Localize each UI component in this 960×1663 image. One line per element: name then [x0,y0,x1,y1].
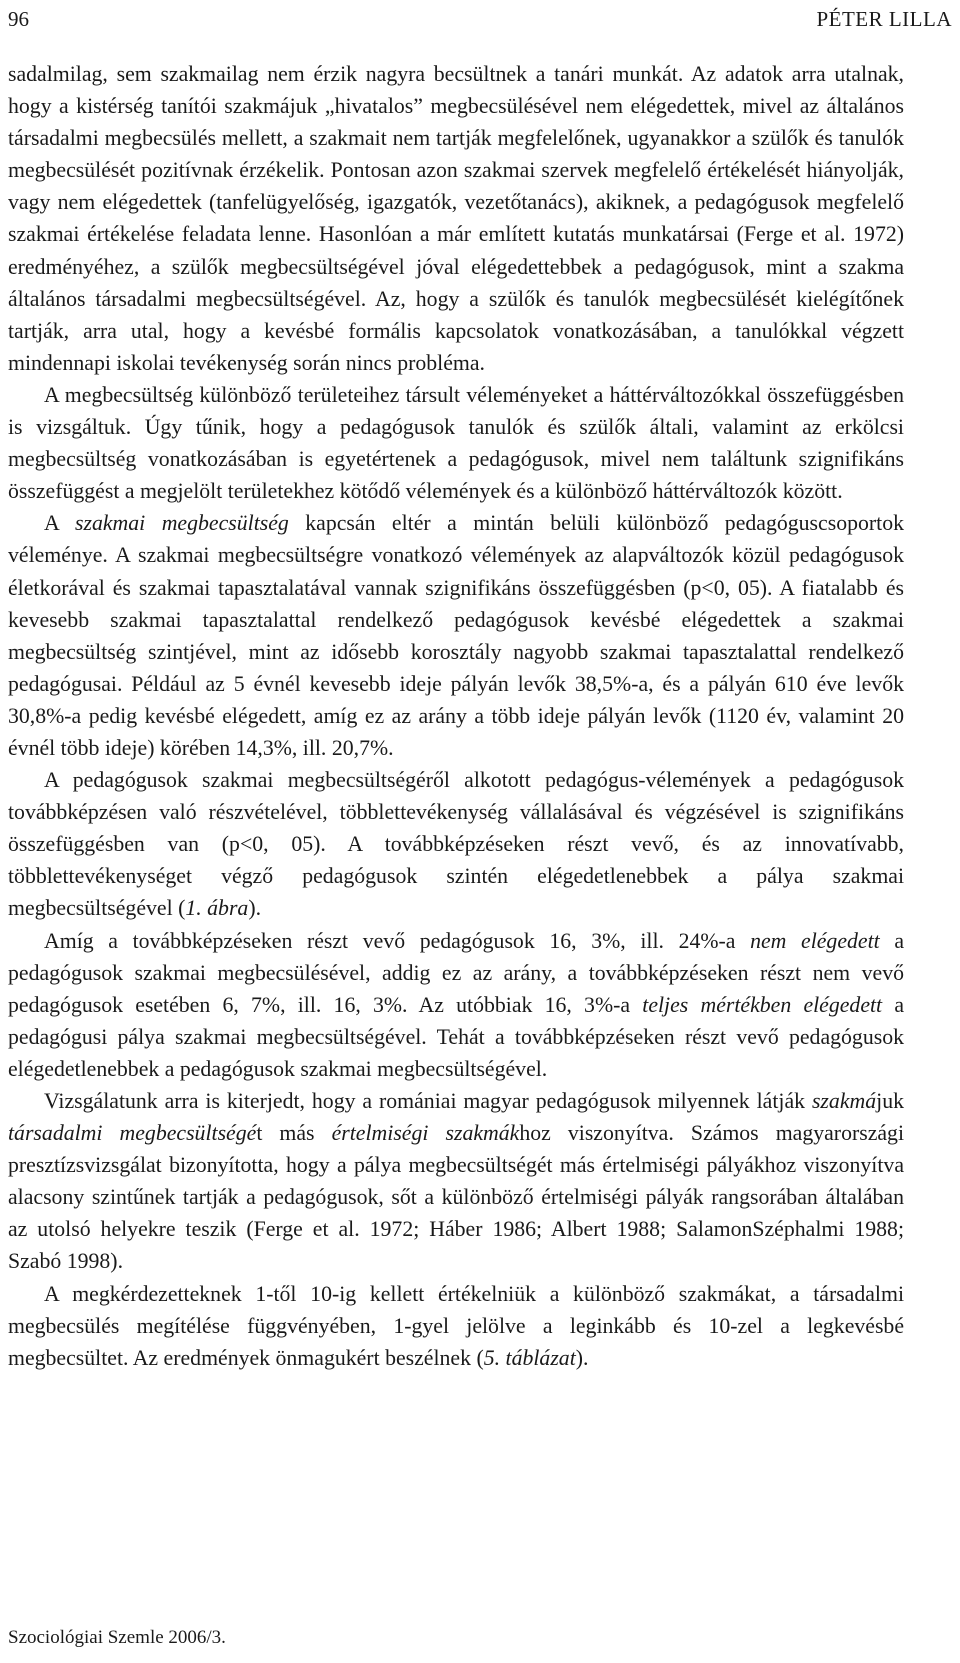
italic-text: nem elégedett [750,928,880,953]
body-paragraph [8,1278,904,1374]
body-paragraph [8,764,904,924]
paragraph-text: Amíg a továbbképzéseken részt vevő pedagógusok 16, 3%, ill. 24%-a [44,928,751,953]
body-paragraph [8,379,904,507]
running-head-author: PÉTER LILLA [816,7,952,31]
italic-text: értelmiségi szakmák [331,1121,520,1146]
italic-text: szakmá [811,1089,877,1113]
paragraph-text: ). [248,896,262,921]
paragraph-text: Vizsgálatunk arra is kiterjedt, hogy a romániai magyar pedagógusok milyennek látják [44,1089,812,1113]
italic-text: teljes mértékben elégedett [642,992,883,1017]
paragraph-text: A pedagógusok szakmai megbecsültségéről alkotott pedagógus-vélemények a pedagógusok továbbképzésen való részvételével, többlettevékenység vállalásával és végzésével is szignifikáns összefüggésben van (p<0, 05). A továbbképzéseken részt vevő, és az innovatívabb, többlettevékenységet végző pedagógusok szintén elégedetlenebbek a pálya szakmai megbecsültségével ( [8,768,904,921]
italic-text: társadalmi megbecsültségé [8,1121,257,1146]
italic-text: 5. táblázat [483,1345,576,1370]
paragraph-text: kapcsán eltér a mintán belüli különböző pedagóguscsoportok véleménye. A szakmai megbecsültségre vonatkozó vélemények az alapváltozók közül pedagógusok életkorával és szakmai tapasztalatával vannak szignifikáns összefüggésben (p<0, 05). A fiatalabb és kevesebb szakmai tapasztalattal rendelkező pedagógusok kevésbé elégedettek a szakmai megbecsültség szintjével, mint az idősebb korosztály nagyobb szakmai tapasztalattal rendelkező pedagógusai. Például az 5 évnél kevesebb ideje pályán levők 38,5%-a, és a pályán 610 éve levők 30,8%-a pedig kevésbé elégedett, amíg ez az arány a több ideje pályán levők (1120 év, valamint 20 évnél több ideje) körében 14,3%, ill. 20,7%. [8,511,904,760]
paragraph-text: t más [256,1121,332,1146]
running-head [8,4,952,34]
body-paragraph [8,925,904,1085]
paragraph-text: a pedagógusok szakmai megbecsülésével, addig ez az arány, a továbbképzéseken részt nem vevő pedagógusok esetében 6, 7%, ill. 16, 3%. Az utóbbiak 16, 3%-a [8,928,904,1017]
paragraph-text: A [44,511,75,536]
italic-text: szakmai megbecsültség [75,511,289,536]
paragraph-text: ). [575,1345,589,1370]
paragraph-text: hoz viszonyítva. Számos magyarországi presztízsvizsgálat bizonyította, hogy a pálya megbecsültségét más értelmiségi pályákhoz viszonyítva alacsony szintűnek tartják a pedagógusok, sőt a különböző értelmiségi pályák rangsorában általában az utolsó helyekre teszik (Ferge et al. 1972; Háber 1986; Albert 1988; SalamonSzéphalmi 1988; Szabó 1998). [8,1121,905,1274]
paragraph-text: A megkérdezetteknek 1-től 10-ig kellett értékelniük a különböző szakmákat, a társadalmi megbecsülés megítélése függvényében, 1-gyel jelölve a leginkább és 10-zel a legkevésbé megbecsültet. Az eredmények önmagukért beszélnek ( [8,1281,904,1370]
body-paragraph [8,1085,904,1278]
paragraph-text: sadalmilag, sem szakmailag nem érzik nagyra becsültnek a tanári munkát. Az adatok arra utalnak, hogy a kistérség tanítói szakmájuk „hivatalos” megbecsülésével nem elégedettek, mivel az általános társadalmi megbecsülés mellett, a szakmait nem tartják megfelelőnek, ugyanakkor a szülők és tanulók megbecsülését pozitívnak érzékelik. Pontosan azon szakmai szervek megfelelő értékelését hiányolják, vagy nem elégedettek (tanfelügyelőség, igazgatók, vezetőtanács), akiknek, a pedagógusok megfelelő szakmai értékelése feladata lenne. Hasonlóan a már említett kutatás munkatársai (Ferge et al. 1972) eredményéhez, a szülők megbecsültségével jóval elégedettebbek a pedagógusok, mint a szakma általános társadalmi megbecsültségével. Az, hogy a szülők és tanulók megbecsülését kielégítőnek tartják, arra utal, hogy a kevésbé formális kapcsolatok vonatkozásában, a tanulókkal végzett mindennapi iskolai tevékenység során nincs probléma. [8,62,904,375]
italic-text: 1. ábra [185,896,249,921]
article-body [8,58,904,1374]
paragraph-text: A megbecsültség különböző területeihez társult véleményeket a háttérváltozókkal összefüggésben is vizsgáltuk. Úgy tűnik, hogy a pedagógusok tanulók és szülők általi, valamint az erkölcsi megbecsültség vonatkozásában is egyetértenek a pedagógusok, mivel nem találtunk szignifikáns összefüggést a megjelölt területekhez kötődő vélemények és a különböző háttérváltozók között. [8,382,904,504]
body-paragraph [8,507,904,764]
body-paragraph [8,58,904,379]
paragraph-text: juk [876,1089,904,1113]
paragraph-text: a pedagógusi pálya szakmai megbecsültségével. Tehát a továbbképzéseken részt vevő pedagógusok elégedetlenebbek a pedagógusok szakmai megbecsültségével. [8,992,905,1081]
footer-journal-citation: Szociológiai Szemle 2006/3. [8,1627,226,1648]
page-number: 96 [8,7,29,31]
